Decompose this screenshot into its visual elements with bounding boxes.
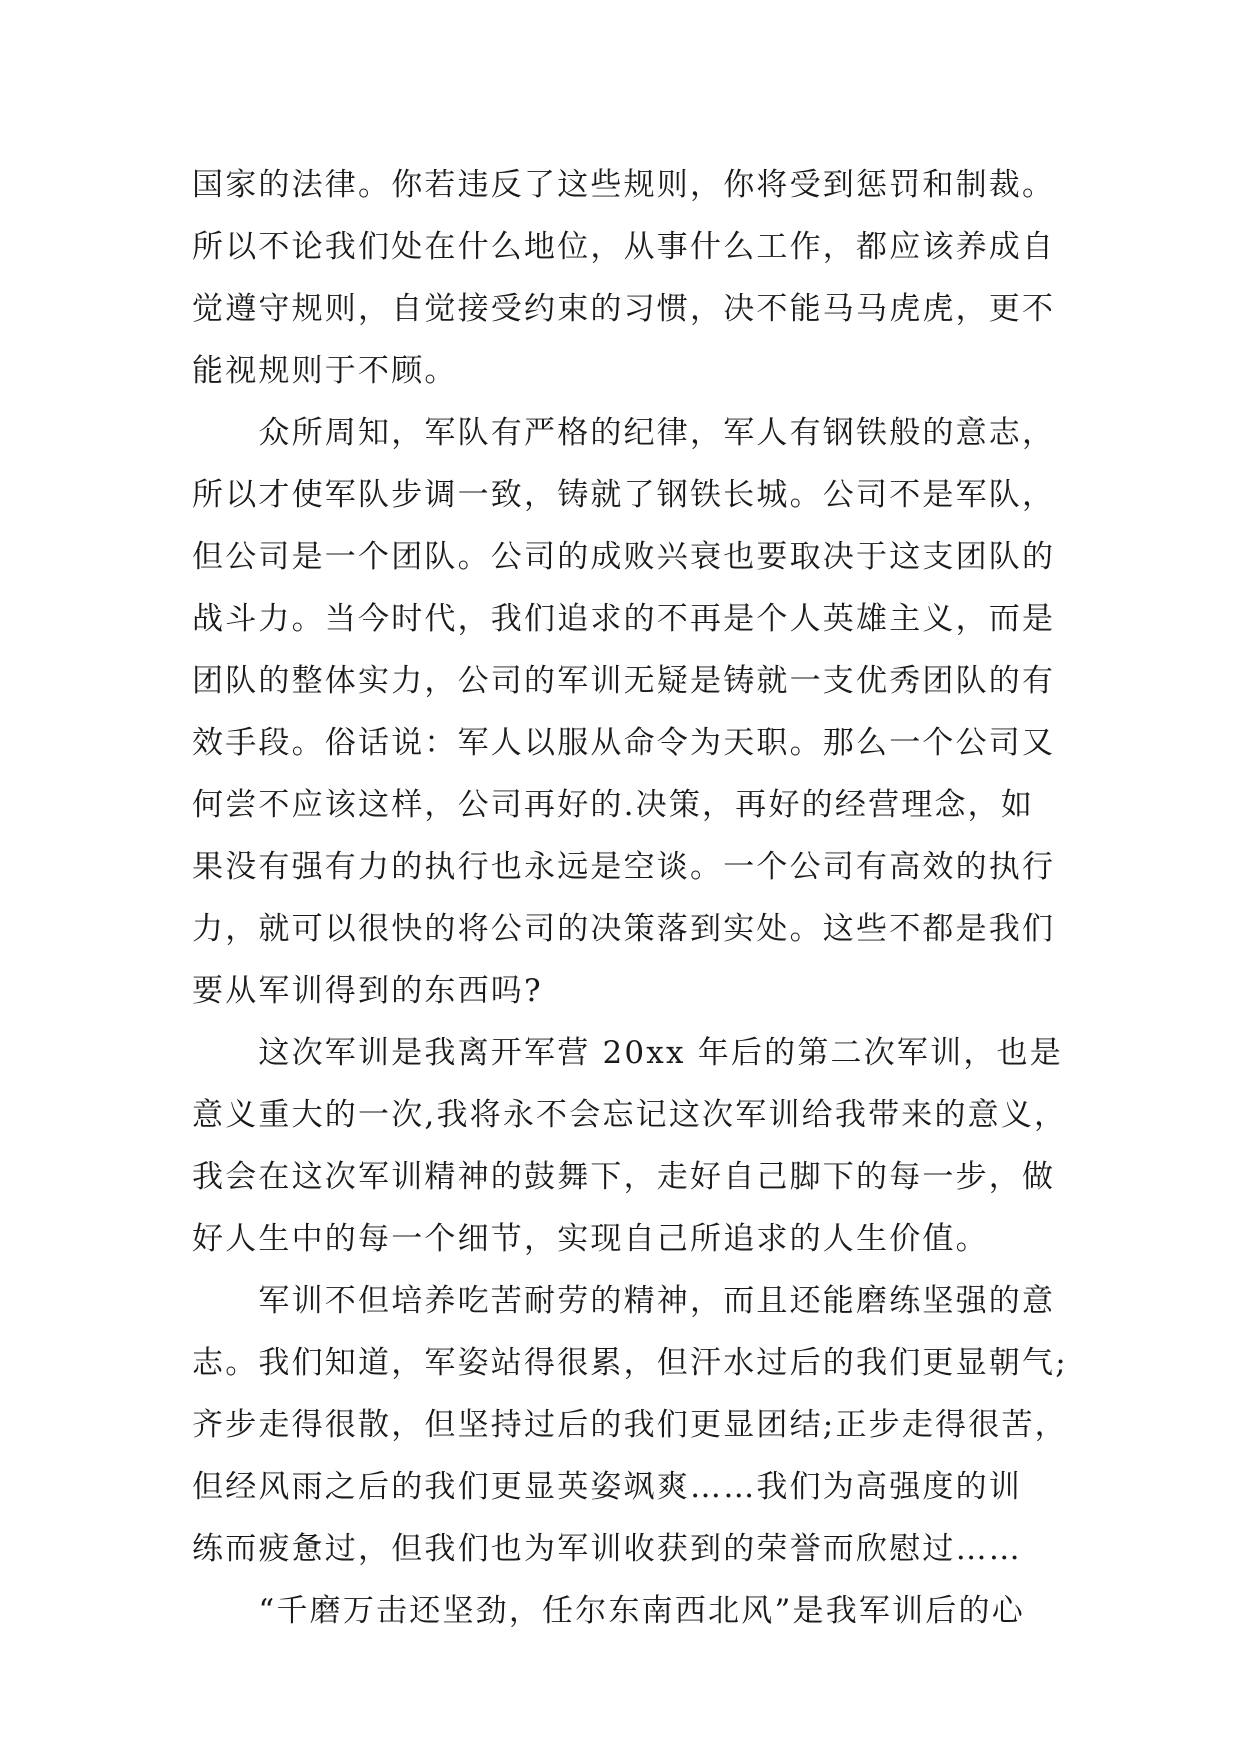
text-line: “千磨万击还坚劲，任尔东南西北风”是我军训后的心 bbox=[192, 1593, 1025, 1629]
text-line: 所以不论我们处在什么地位，从事什么工作，都应该养成自 bbox=[192, 229, 1056, 265]
text-line: 意义重大的一次,我将永不会忘记这次军训给我带来的意义， bbox=[192, 1097, 1068, 1133]
text-line: 效手段。俗话说：军人以服从命令为天职。那么一个公司又 bbox=[192, 725, 1056, 761]
body-text bbox=[192, 154, 1068, 1642]
text-line: 觉遵守规则，自觉接受约束的习惯，决不能马马虎虎，更不 bbox=[192, 291, 1056, 327]
text-line: 志。我们知道，军姿站得很累，但汗水过后的我们更显朝气; bbox=[192, 1345, 1068, 1381]
text-line: 好人生中的每一个细节，实现自己所追求的人生价值。 bbox=[192, 1221, 989, 1257]
text-line: 但经风雨之后的我们更显英姿飒爽……我们为高强度的训 bbox=[192, 1469, 1022, 1505]
text-line: 众所周知，军队有严格的纪律，军人有钢铁般的意志， bbox=[192, 415, 1056, 451]
text-line: 战斗力。当今时代，我们追求的不再是个人英雄主义，而是 bbox=[192, 601, 1056, 637]
text-line: 所以才使军队步调一致，铸就了钢铁长城。公司不是军队， bbox=[192, 477, 1056, 513]
text-line: 何尝不应该这样，公司再好的.决策，再好的经营理念，如 bbox=[192, 787, 1035, 823]
text-line: 力，就可以很快的将公司的决策落到实处。这些不都是我们 bbox=[192, 911, 1056, 947]
text-line: 但公司是一个团队。公司的成败兴衰也要取决于这支团队的 bbox=[192, 539, 1056, 575]
text-line: 要从军训得到的东西吗? bbox=[192, 973, 543, 1009]
text-line: 军训不但培养吃苦耐劳的精神，而且还能磨练坚强的意 bbox=[192, 1283, 1056, 1319]
text-line: 能视规则于不顾。 bbox=[192, 353, 458, 389]
text-line: 这次军训是我离开军营 20xx 年后的第二次军训，也是 bbox=[192, 1035, 1063, 1071]
text-line: 国家的法律。你若违反了这些规则，你将受到惩罚和制裁。 bbox=[192, 167, 1056, 203]
text-line: 练而疲惫过，但我们也为军训收获到的荣誉而欣慰过…… bbox=[192, 1531, 1022, 1567]
text-line: 我会在这次军训精神的鼓舞下，走好自己脚下的每一步，做 bbox=[192, 1159, 1056, 1195]
text-line: 果没有强有力的执行也永远是空谈。一个公司有高效的执行 bbox=[192, 849, 1056, 885]
text-line: 齐步走得很散，但坚持过后的我们更显团结;正步走得很苦， bbox=[192, 1407, 1068, 1443]
text-line: 团队的整体实力，公司的军训无疑是铸就一支优秀团队的有 bbox=[192, 663, 1056, 699]
